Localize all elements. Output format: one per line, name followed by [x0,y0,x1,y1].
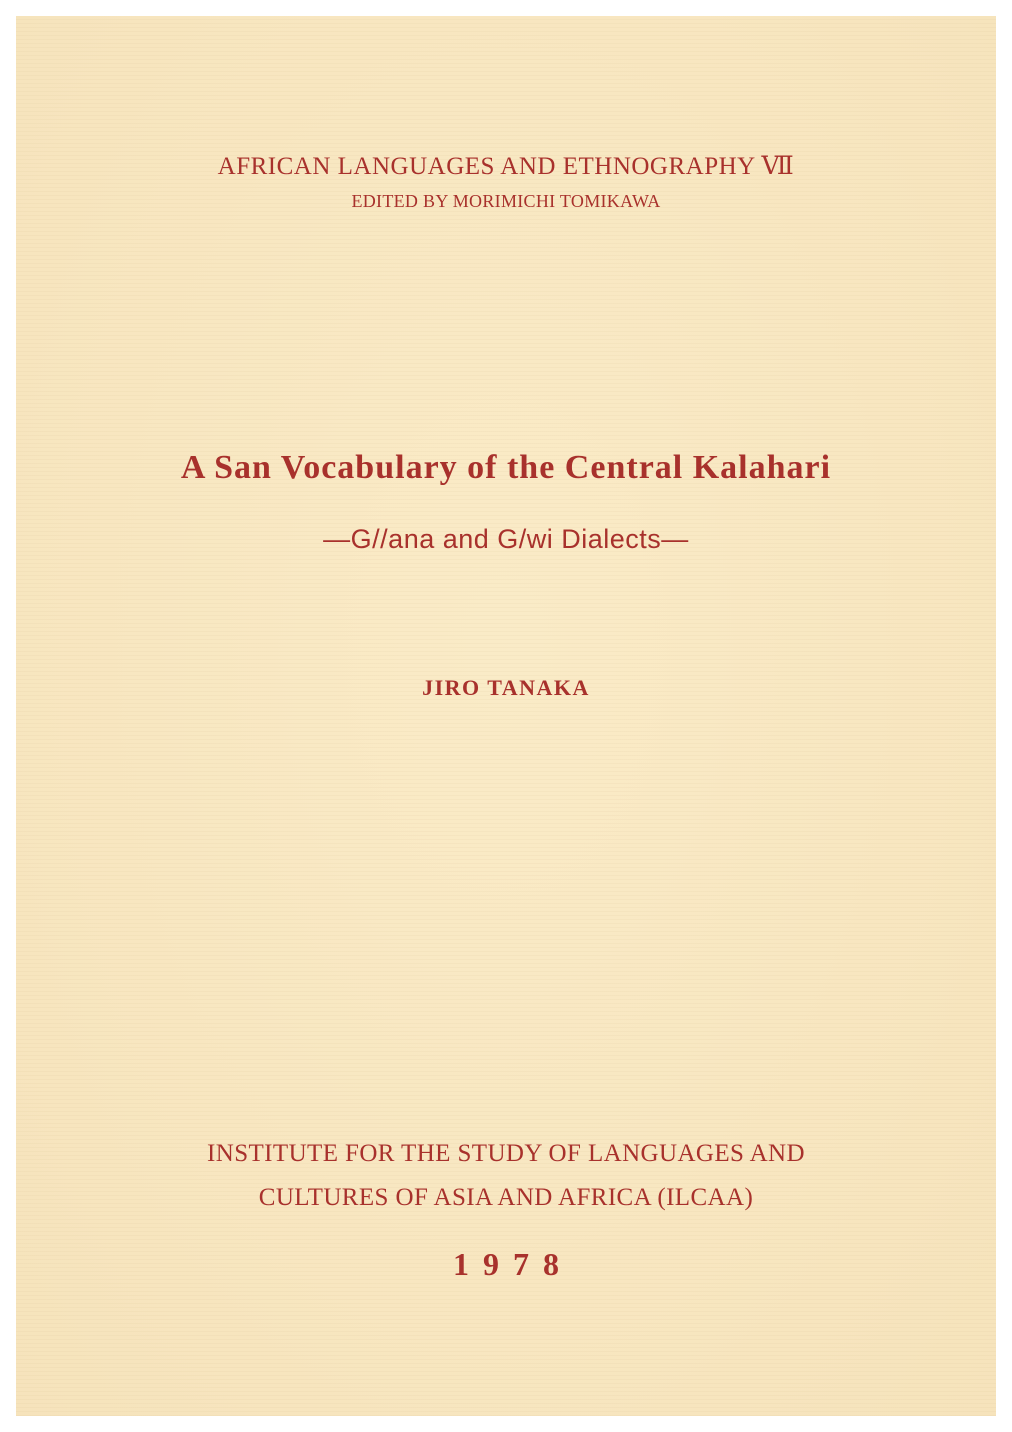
book-title: A San Vocabulary of the Central Kalahari [180,449,832,486]
book-cover [16,16,996,1416]
publication-year: 1978 [453,1246,573,1282]
editor-credit: EDITED BY MORIMICHI TOMIKAWA [351,191,661,211]
publisher-line-1: INSTITUTE FOR THE STUDY OF LANGUAGES AND [207,1140,805,1167]
series-title: AFRICAN LANGUAGES AND ETHNOGRAPHY Ⅶ [217,153,795,180]
book-subtitle: —G//ana and G/wi Dialects— [323,524,689,554]
author-name: JIRO TANAKA [422,675,590,700]
publisher-line-2: CULTURES OF ASIA AND AFRICA (ILCAA) [258,1184,754,1211]
